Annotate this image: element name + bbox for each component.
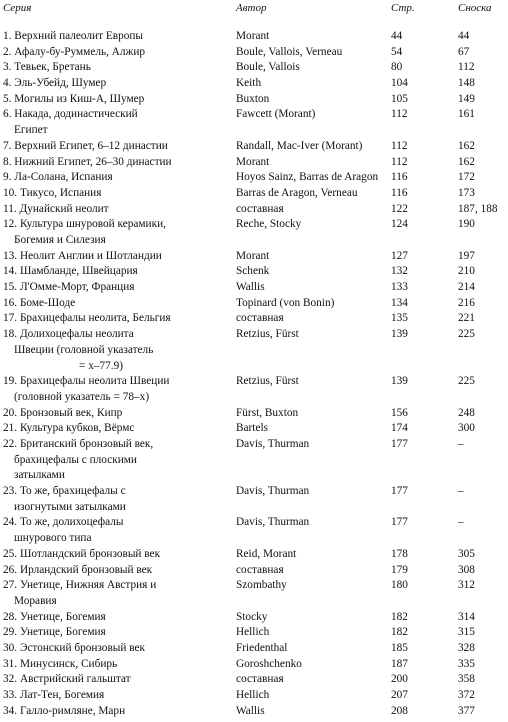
footnote-cell: 328 xyxy=(458,641,475,654)
series-line: = x–77.9) xyxy=(79,359,124,372)
series-cell xyxy=(3,515,231,546)
series-cell xyxy=(3,547,231,563)
author-cell: Topinard (von Bonin) xyxy=(236,296,335,309)
series-line: 25. Шотландский бронзовый век xyxy=(3,547,161,560)
series-line: 33. Лат-Тен, Богемия xyxy=(3,689,105,702)
page-cell: 122 xyxy=(391,202,408,215)
series-cell xyxy=(3,311,231,327)
table-row xyxy=(0,296,508,312)
page-cell: 112 xyxy=(391,139,408,152)
footnote-cell: 162 xyxy=(458,155,475,168)
footnote-cell: 214 xyxy=(458,281,475,294)
series-line: Моравия xyxy=(14,594,57,607)
series-cell xyxy=(3,170,231,186)
table-row xyxy=(0,186,508,202)
page-cell: 133 xyxy=(391,281,408,294)
series-line: затылками xyxy=(14,469,65,482)
footnote-cell: 173 xyxy=(458,186,475,199)
page-cell: 182 xyxy=(391,610,408,623)
author-cell: Fawcett (Morant) xyxy=(236,108,316,121)
series-line: 24. То же, долихоцефалы xyxy=(3,516,124,529)
series-line: 30. Эстонский бронзовый век xyxy=(3,641,146,654)
table-row xyxy=(0,311,508,327)
footnote-cell: 305 xyxy=(458,547,475,560)
footnote-cell: 172 xyxy=(458,171,475,184)
series-cell xyxy=(3,60,231,76)
series-cell xyxy=(3,625,231,641)
series-line: Швеции (головной указатель xyxy=(14,343,154,356)
series-cell xyxy=(3,657,231,673)
series-cell xyxy=(3,107,231,138)
page-cell: 127 xyxy=(391,249,408,262)
author-cell: Buxton xyxy=(236,92,270,105)
series-line: (головной указатель = 78–x) xyxy=(14,390,150,403)
table-row xyxy=(0,563,508,579)
author-cell: Hoyos Sainz, Barras de Aragon xyxy=(236,171,379,184)
series-cell xyxy=(3,139,231,155)
footnote-cell: 67 xyxy=(458,45,470,58)
footnote-cell: – xyxy=(458,516,464,529)
page-cell: 124 xyxy=(391,218,408,231)
table-row xyxy=(0,264,508,280)
author-cell: Davis, Thurman xyxy=(236,437,310,450)
footnote-cell: 314 xyxy=(458,610,475,623)
series-line: 22. Британский бронзовый век, xyxy=(3,437,154,450)
header-page: Стр. xyxy=(391,2,415,14)
series-cell xyxy=(3,280,231,296)
table-row xyxy=(0,406,508,422)
page-cell: 116 xyxy=(391,186,408,199)
footnote-cell: 148 xyxy=(458,77,475,90)
series-line: 14. Шамбланде, Швейцария xyxy=(3,265,138,278)
series-cell xyxy=(3,563,231,579)
series-line: изогнутыми затылками xyxy=(14,500,126,513)
footnote-cell: 225 xyxy=(458,328,475,341)
series-cell xyxy=(3,45,231,61)
table-row xyxy=(0,280,508,296)
table-row xyxy=(0,107,508,138)
footnote-cell: 187, 188 xyxy=(458,202,498,215)
table-row xyxy=(0,29,508,45)
footnote-cell: 112 xyxy=(458,61,475,74)
footnote-cell: 312 xyxy=(458,579,475,592)
series-cell xyxy=(3,202,231,218)
table-row xyxy=(0,217,508,248)
table-row xyxy=(0,484,508,515)
page-cell: 54 xyxy=(391,45,403,58)
table-row xyxy=(0,625,508,641)
author-cell: Davis, Thurman xyxy=(236,485,310,498)
page-cell: 132 xyxy=(391,265,408,278)
table-row xyxy=(0,92,508,108)
series-line: 12. Культура шнуровой керамики, xyxy=(3,218,166,231)
series-cell xyxy=(3,217,231,248)
page-cell: 135 xyxy=(391,312,408,325)
page-cell: 174 xyxy=(391,422,408,435)
series-line: Египет xyxy=(14,124,48,137)
series-line: 17. Брахицефалы неолита, Бельгия xyxy=(3,312,171,325)
series-line: 16. Боме-Шоде xyxy=(3,296,76,309)
author-cell: Hellich xyxy=(236,626,270,639)
series-cell xyxy=(3,641,231,657)
page-cell: 182 xyxy=(391,626,408,639)
author-cell: Barras de Aragon, Verneau xyxy=(236,186,358,199)
table-row xyxy=(0,45,508,61)
series-line: 20. Бронзовый век, Кипр xyxy=(3,406,123,419)
footnote-cell: – xyxy=(458,485,464,498)
page-cell: 208 xyxy=(391,704,408,717)
table-row xyxy=(0,374,508,405)
table-row xyxy=(0,641,508,657)
author-cell: Randall, Mac-Iver (Morant) xyxy=(236,139,363,152)
series-line: 34. Галло-римляне, Марн xyxy=(3,704,126,717)
header-series: Серия xyxy=(3,2,32,14)
page-cell: 207 xyxy=(391,689,408,702)
series-cell xyxy=(3,92,231,108)
author-cell: Reche, Stocky xyxy=(236,218,302,231)
page-cell: 44 xyxy=(391,30,403,42)
author-cell: составная xyxy=(236,202,284,215)
table-row xyxy=(0,688,508,704)
footnote-cell: 315 xyxy=(458,626,475,639)
footnote-cell: 210 xyxy=(458,265,475,278)
series-line: 11. Дунайский неолит xyxy=(3,202,109,215)
footnote-cell: 190 xyxy=(458,218,475,231)
series-cell xyxy=(3,406,231,422)
author-cell: Reid, Morant xyxy=(236,547,297,560)
series-line: 4. Эль-Убейд, Шумер xyxy=(3,77,107,90)
series-cell xyxy=(3,578,231,609)
series-line: 13. Неолит Англии и Шотландии xyxy=(3,249,162,262)
table-row xyxy=(0,60,508,76)
series-cell xyxy=(3,672,231,688)
table-row xyxy=(0,437,508,484)
table-row xyxy=(0,139,508,155)
table-row xyxy=(0,202,508,218)
author-cell: Boule, Vallois xyxy=(236,61,300,74)
page-cell: 177 xyxy=(391,516,408,529)
author-cell: Wallis xyxy=(236,281,265,294)
series-cell xyxy=(3,374,231,405)
footnote-cell: 377 xyxy=(458,704,475,717)
page-cell: 104 xyxy=(391,77,408,90)
footnote-cell: 44 xyxy=(458,30,470,42)
author-cell: Wallis xyxy=(236,704,265,717)
series-cell xyxy=(3,155,231,171)
footnote-cell: 197 xyxy=(458,249,475,262)
series-cell xyxy=(3,76,231,92)
table-row xyxy=(0,421,508,437)
author-cell: составная xyxy=(236,673,284,686)
header-author: Автор xyxy=(236,2,267,14)
table-row xyxy=(0,672,508,688)
author-cell: Friedenthal xyxy=(236,641,288,654)
author-cell: Morant xyxy=(236,249,270,262)
series-line: 15. Л'Омме-Морт, Франция xyxy=(3,281,135,294)
table-row xyxy=(0,155,508,171)
page-cell: 179 xyxy=(391,563,408,576)
footnote-cell: 300 xyxy=(458,422,475,435)
table-row xyxy=(0,170,508,186)
table-body xyxy=(0,29,508,719)
footnote-cell: 161 xyxy=(458,108,475,121)
table-row xyxy=(0,249,508,265)
page-cell: 112 xyxy=(391,155,408,168)
author-cell: Szombathy xyxy=(236,579,287,592)
page-cell: 134 xyxy=(391,296,408,309)
footnote-cell: 221 xyxy=(458,312,475,325)
series-line: 31. Минусинск, Сибирь xyxy=(3,657,118,670)
series-cell xyxy=(3,249,231,265)
page-cell: 177 xyxy=(391,485,408,498)
page-cell: 185 xyxy=(391,641,408,654)
table-row xyxy=(0,657,508,673)
footnote-cell: 335 xyxy=(458,657,475,670)
table-row xyxy=(0,578,508,609)
header-footnote: Сноска xyxy=(458,2,492,14)
author-cell: составная xyxy=(236,312,284,325)
series-line: шнурового типа xyxy=(14,532,92,545)
series-cell xyxy=(3,421,231,437)
footnote-cell: 162 xyxy=(458,139,475,152)
series-cell xyxy=(3,264,231,280)
series-line: 10. Тикусо, Испания xyxy=(3,186,102,199)
series-line: 21. Культура кубков, Вёрмс xyxy=(3,422,135,435)
page-cell: 177 xyxy=(391,437,408,450)
page-cell: 178 xyxy=(391,547,408,560)
series-line: 6. Накада, додинастический xyxy=(3,108,138,121)
footnote-cell: 372 xyxy=(458,689,475,702)
table-row xyxy=(0,76,508,92)
page-cell: 187 xyxy=(391,657,408,670)
footnote-cell: 149 xyxy=(458,92,475,105)
footnote-cell: 308 xyxy=(458,563,475,576)
series-line: 26. Ирландский бронзовый век xyxy=(3,563,153,576)
series-cell xyxy=(3,484,231,515)
page-cell: 112 xyxy=(391,108,408,121)
series-line: 32. Австрийский гальштат xyxy=(3,673,131,686)
series-line: 29. Унетице, Богемия xyxy=(3,626,106,639)
series-line: 19. Брахицефалы неолита Швеции xyxy=(3,375,170,388)
series-cell xyxy=(3,437,231,484)
series-line: 2. Афалу-бу-Руммель, Алжир xyxy=(3,45,146,58)
table-row xyxy=(0,515,508,546)
footnote-cell: 225 xyxy=(458,375,475,388)
author-cell: составная xyxy=(236,563,284,576)
page-cell: 105 xyxy=(391,92,408,105)
series-cell xyxy=(3,29,231,45)
footnote-cell: 358 xyxy=(458,673,475,686)
author-cell: Boule, Vallois, Verneau xyxy=(236,45,343,58)
author-cell: Stocky xyxy=(236,610,268,623)
series-cell xyxy=(3,610,231,626)
series-cell xyxy=(3,704,231,720)
series-line: брахицефалы с плоскими xyxy=(14,453,137,466)
series-cell xyxy=(3,688,231,704)
series-line: 5. Могилы из Киш-А, Шумер xyxy=(3,92,145,105)
page-cell: 200 xyxy=(391,673,408,686)
page-cell: 139 xyxy=(391,375,408,388)
series-line: 28. Унетице, Богемия xyxy=(3,610,106,623)
table-row xyxy=(0,547,508,563)
table-row xyxy=(0,327,508,374)
series-line: 18. Долихоцефалы неолита xyxy=(3,328,134,341)
author-cell: Retzius, Fürst xyxy=(236,328,299,341)
series-cell xyxy=(3,186,231,202)
author-cell: Davis, Thurman xyxy=(236,516,310,529)
author-cell: Fürst, Buxton xyxy=(236,406,299,419)
author-cell: Morant xyxy=(236,155,270,168)
series-cell xyxy=(3,296,231,312)
table-row xyxy=(0,704,508,720)
series-line: 3. Тевьек, Бретань xyxy=(3,61,91,74)
series-line: 9. Ла-Солана, Испания xyxy=(3,171,113,184)
series-line: 27. Унетице, Нижняя Австрия и xyxy=(3,579,157,592)
footnote-cell: – xyxy=(458,437,464,450)
author-cell: Keith xyxy=(236,77,262,90)
table-row xyxy=(0,610,508,626)
author-cell: Goroshchenko xyxy=(236,657,302,670)
author-cell: Retzius, Fürst xyxy=(236,375,299,388)
footnote-cell: 248 xyxy=(458,406,475,419)
series-cell xyxy=(3,327,231,374)
page-cell: 80 xyxy=(391,61,403,74)
series-line: 23. То же, брахицефалы с xyxy=(3,485,126,498)
series-line: Богемия и Силезия xyxy=(14,233,106,246)
page-cell: 116 xyxy=(391,171,408,184)
series-line: 7. Верхний Египет, 6–12 династии xyxy=(3,139,168,152)
page-cell: 139 xyxy=(391,328,408,341)
author-cell: Hellich xyxy=(236,689,270,702)
author-cell: Bartels xyxy=(236,422,268,435)
footnote-cell: 216 xyxy=(458,296,475,309)
page-cell: 180 xyxy=(391,579,408,592)
author-cell: Schenk xyxy=(236,265,270,278)
author-cell: Morant xyxy=(236,30,270,42)
page-cell: 156 xyxy=(391,406,408,419)
series-line: 8. Нижний Египет, 26–30 династии xyxy=(3,155,172,168)
series-line: 1. Верхний палеолит Европы xyxy=(3,30,144,42)
table-header xyxy=(0,0,508,14)
